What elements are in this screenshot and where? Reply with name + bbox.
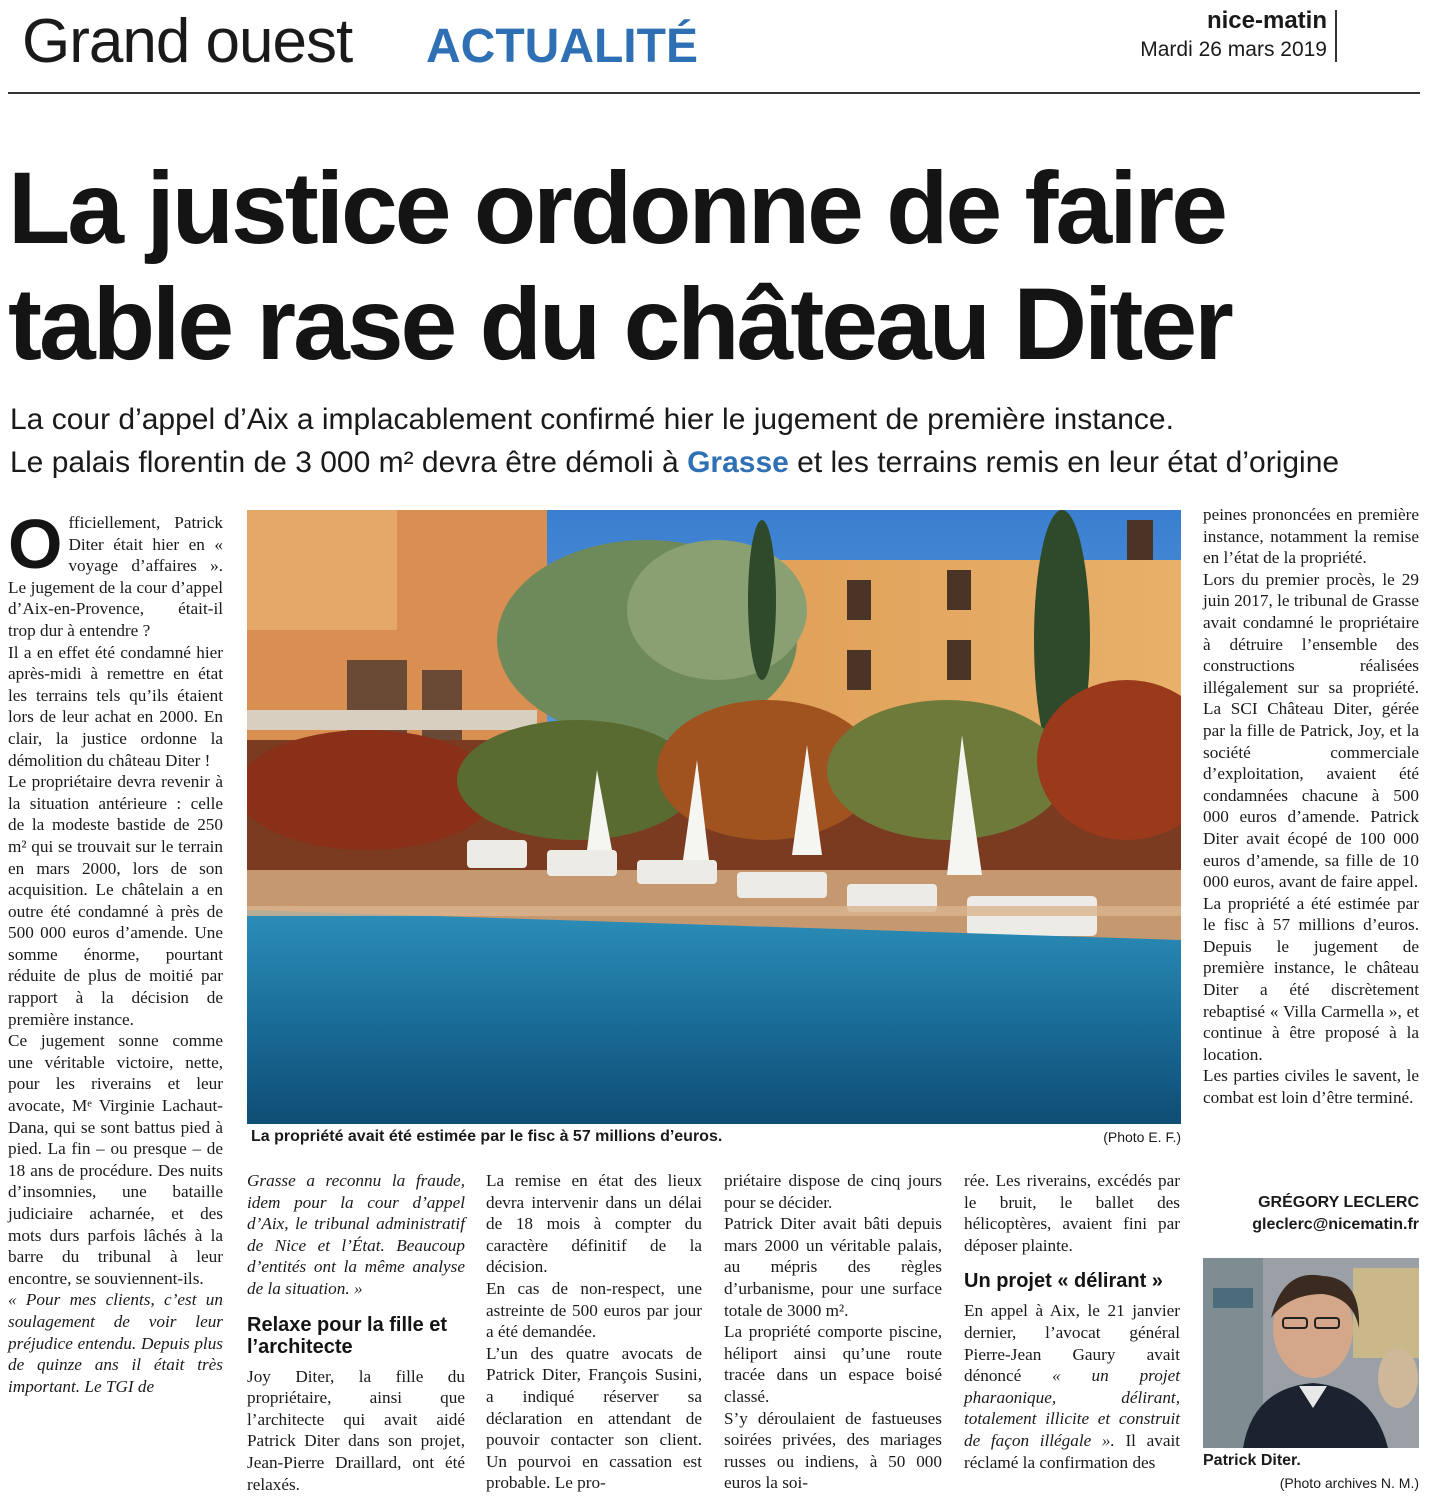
author-name: GRÉGORY LECLERC — [1258, 1194, 1419, 1211]
paragraph: rée. Les riverains, excédés par le bruit, le ballet des hélicoptères, avaient fini par déposer plainte. — [964, 1171, 1180, 1255]
headline — [8, 150, 1428, 382]
paragraph — [8, 505, 223, 642]
paragraph: Il a en effet été condamné hier après-midi à remettre en état les terrains tels qu’ils étaient lors de leur achat en 2000. En clair, la justice ordonne la démolition du château Diter ! — [8, 642, 223, 770]
article-column-3 — [486, 1170, 702, 1494]
newspaper-name: nice-matin — [1206, 7, 1327, 34]
article-column-4 — [724, 1170, 942, 1494]
photo-credit: (Photo E. F.) — [1103, 1129, 1181, 1145]
caption-text: La propriété avait été estimée par le fisc à 57 millions d’euros. — [251, 1128, 723, 1145]
quote-text: « Pour mes clients, c’est un soulagement de voir leur préjudice entendu. Depuis plus de quinze ans il était très important. Le TGI de — [8, 1290, 223, 1396]
article-column-5 — [964, 1170, 1180, 1473]
quote-text: « un projet pharaonique, délirant, totalement illicite et construit de façon illégale ». — [964, 1366, 1180, 1450]
paragraph-quote — [247, 1170, 465, 1300]
chateau-pool-photo — [247, 510, 1181, 1124]
location-name: Grasse — [687, 446, 789, 479]
portrait-illustration — [1203, 1258, 1419, 1448]
standfirst-text-b: et les terrains remis en leur état d’origine — [797, 446, 1340, 479]
paragraph: Joy Diter, la fille du propriétaire, ainsi que l’architecte qui avait aidé Patrick Diter dans son projet, Jean-Pierre Draillard, ont été relaxés. — [247, 1366, 465, 1494]
article-column-6 — [1203, 504, 1419, 1109]
standfirst-line-2 — [10, 441, 1430, 484]
paragraph — [964, 1300, 1180, 1473]
paragraph: La propriété comporte piscine, héliport ainsi qu’une route tracée dans un espace boisé classé. — [724, 1322, 942, 1406]
paragraph: Les parties civiles le savent, le combat est loin d’être terminé. — [1203, 1066, 1419, 1108]
drop-cap: O — [8, 505, 63, 583]
portrait-caption — [1203, 1450, 1419, 1494]
paragraph: La remise en état des lieux devra intervenir dans un délai de 18 mois à compter du caractère définitif de la décision. — [486, 1171, 702, 1277]
standfirst-line-1: La cour d’appel d’Aix a implacablement confirmé hier le jugement de première instance. — [10, 403, 1174, 436]
author-email[interactable]: gleclerc@nicematin.fr — [1252, 1216, 1419, 1233]
portrait-name: Patrick Diter. — [1203, 1452, 1301, 1469]
paragraph: Ce jugement sonne comme une véritable victoire, nette, pour les riverains et leur avocate, Mᵉ Virginie Lachaut-Dana, qui se sont battus pied à pied. La fin – ou presque – de 18 ans de procédure. Des nuits d’insomnies, une bataille judiciaire acharnée, et des mots durs parfois lâchés à la barre du tribunal à leur encontre, se souviennent-ils. — [8, 1031, 223, 1288]
photo-illustration — [247, 510, 1181, 1124]
author-signature — [1203, 1192, 1419, 1236]
photo-caption — [251, 1126, 1181, 1148]
section-tag: ACTUALITÉ — [426, 20, 698, 73]
patrick-diter-portrait — [1203, 1258, 1419, 1448]
standfirst-text-a: Le palais florentin de 3 000 m² devra être démoli à — [10, 446, 679, 479]
paragraph: Le propriétaire devra revenir à la situation antérieure : celle de la modeste bastide de 250 m² qui se trouvait sur le terrain en mars 2000, lors de son acquisition. Le châtelain a en outre été condamné à près de 500 000 euros d’amende. Une somme énorme, pourtant réduite de plus de moitié par rapport à la décision de première instance. — [8, 772, 223, 1029]
paragraph: Lors du premier procès, le 29 juin 2017, le tribunal de Grasse avait condamné le propriétaire à détruire l’ensemble des constructions réalisées illégalement sur sa propriété. La SCI Château Diter, gérée par la fille de Patrick, Joy, et la société commerciale d’exploitation, avaient été condamnées chacune à 500 000 euros d’amende. Patrick Diter avait écopé de 100 000 euros d’amende, sa fille de 10 000 euros, avant de faire appel. — [1203, 569, 1419, 892]
paragraph: L’un des quatre avocats de Patrick Diter, François Susini, a indiqué réserver sa déclaration en attendant de pouvoir contacter son client. Un pourvoi en cassation est probable. Le pro- — [486, 1343, 702, 1493]
paragraph: priétaire dispose de cinq jours pour se décider. — [724, 1171, 942, 1212]
headline-line-2: table rase du château Diter — [8, 267, 1231, 381]
subheading: Un projet « délirant » — [964, 1270, 1163, 1293]
section-name: Grand ouest — [22, 7, 353, 76]
paragraph-text: En appel à Aix, le 21 janvier dernier, l’avocat général Pierre-Jean Gaury avait dénoncé — [964, 1301, 1180, 1386]
issue-date: Mardi 26 mars 2019 — [1140, 38, 1327, 61]
paragraph: Patrick Diter avait bâti depuis mars 2000 un véritable palais, au mépris des règles d’urbanisme, pour une surface totale de 3000 m². — [724, 1214, 942, 1320]
subheading: Relaxe pour la fille et l’architecte — [247, 1313, 448, 1358]
paragraph-text: Il avait réclamé la confirmation des — [964, 1430, 1181, 1472]
paragraph: En cas de non-respect, une astreinte de 500 euros par jour a été demandée. — [486, 1278, 702, 1342]
paragraph-quote — [8, 1289, 223, 1397]
header-rule — [8, 92, 1420, 94]
article-column-2 — [247, 1170, 465, 1495]
article-column-1 — [8, 505, 223, 1397]
paragraph-text: fficiellement, Patrick Diter était hier en « voyage d’affaires ». Le jugement de la cour d’appel d’Aix-en-Provence, était-il trop dur à entendre ? — [8, 513, 223, 640]
standfirst — [10, 398, 1430, 484]
portrait-credit: (Photo archives N. M.) — [1279, 1475, 1419, 1491]
headline-line-1: La justice ordonne de faire — [8, 151, 1225, 265]
paragraph: peines prononcées en première instance, notamment la remise en l’état de la propriété. — [1203, 505, 1419, 568]
paragraph: La propriété a été estimée par le fisc à 57 millions d’euros. Depuis le jugement de première instance, le château Diter a été discrètement rebaptisé « Villa Carmella », et continue à être proposé à la location. — [1203, 893, 1419, 1064]
paragraph: S’y déroulaient de fastueuses soirées privées, des mariages russes ou indiens, à 50 000 euros la soi- — [724, 1408, 942, 1493]
header-divider — [1335, 10, 1337, 62]
quote-text: Grasse a reconnu la fraude, idem pour la cour d’appel d’Aix, le tribunal administratif de Nice et l’État. Beaucoup d’entités ont la même analyse de la situation. » — [247, 1171, 465, 1298]
